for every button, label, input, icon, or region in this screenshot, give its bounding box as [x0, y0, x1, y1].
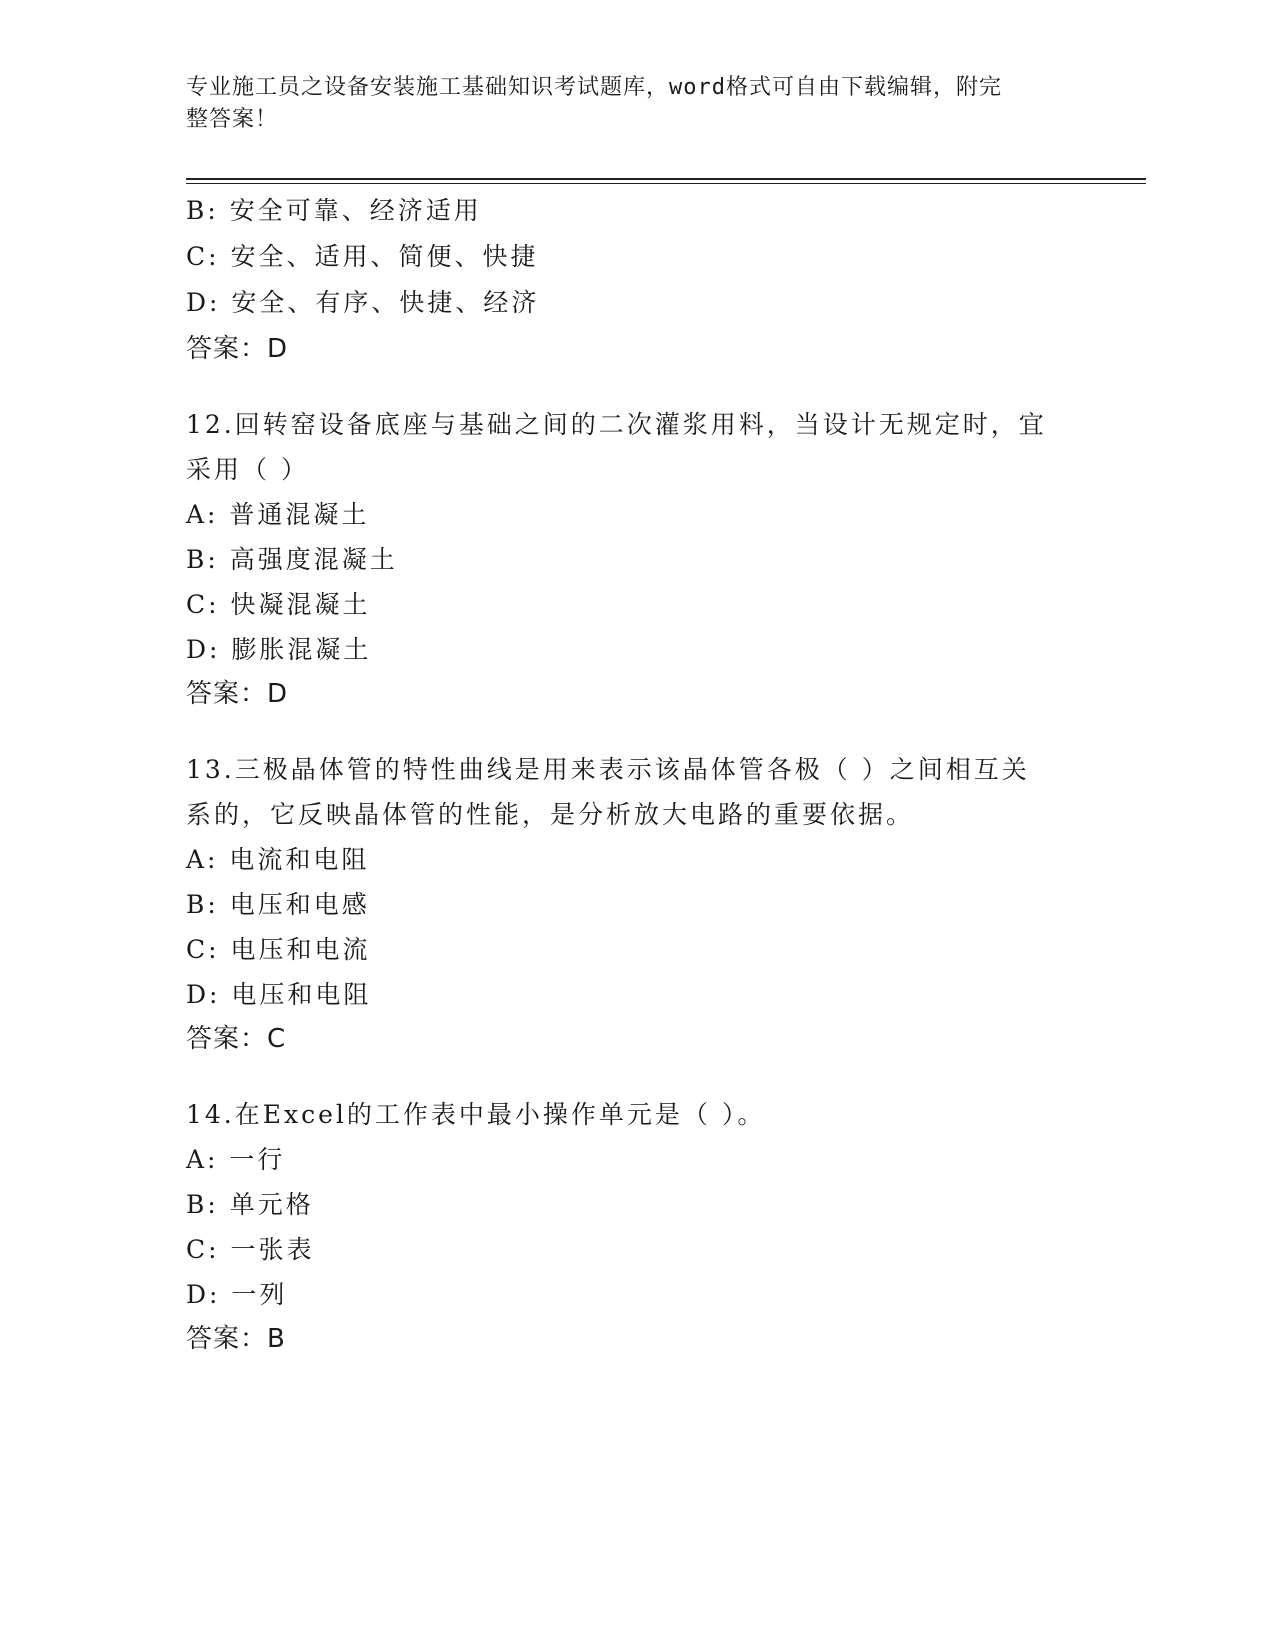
- header-line-1: 专业施工员之设备安装施工基础知识考试题库，word格式可自由下载编辑，附完: [186, 75, 1002, 100]
- answer-line: 答案：D: [186, 679, 289, 709]
- question-stem-line: 系的，它反映晶体管的性能，是分析放大电路的重要依据。: [186, 800, 915, 829]
- document-header: [186, 72, 1066, 136]
- option-b: B: 安全可靠、经济适用: [186, 196, 482, 225]
- option-c: C: 电压和电流: [186, 935, 371, 964]
- option-d: D: 膨胀混凝土: [186, 635, 372, 664]
- question-block-11: [186, 188, 1086, 372]
- option-a: A: 一行: [186, 1145, 286, 1174]
- option-d: D: 一列: [186, 1280, 288, 1309]
- header-divider-thin: [186, 183, 1146, 184]
- option-b: B: 单元格: [186, 1190, 314, 1219]
- question-stem-line: 14.在Excel的工作表中最小操作单元是（ ）。: [186, 1100, 766, 1129]
- option-a: A: 普通混凝土: [186, 500, 370, 529]
- header-line-2: 整答案！: [186, 107, 279, 132]
- option-b: B: 高强度混凝土: [186, 545, 398, 574]
- option-a: A: 电流和电阻: [186, 845, 370, 874]
- option-c: C: 一张表: [186, 1235, 315, 1264]
- question-stem-line: 13.三极晶体管的特性曲线是用来表示该晶体管各极（ ）之间相互关: [186, 755, 1030, 784]
- answer-line: 答案：C: [186, 1024, 287, 1054]
- question-stem-line: 12.回转窑设备底座与基础之间的二次灌浆用料，当设计无规定时，宜: [186, 410, 1047, 439]
- answer-line: 答案：B: [186, 1324, 286, 1354]
- option-b: B: 电压和电感: [186, 890, 370, 919]
- answer-line: 答案：D: [186, 334, 289, 364]
- option-c: C: 快凝混凝土: [186, 590, 371, 619]
- question-list: [186, 188, 1086, 1362]
- header-divider-thick: [186, 178, 1146, 180]
- option-c: C: 安全、适用、简便、快捷: [186, 242, 539, 271]
- option-d: D: 安全、有序、快捷、经济: [186, 288, 540, 317]
- option-d: D: 电压和电阻: [186, 980, 372, 1009]
- question-block-13: [186, 747, 1086, 1062]
- question-block-14: [186, 1092, 1086, 1362]
- question-block-12: [186, 402, 1086, 717]
- question-stem-line: 采用（ ）: [186, 455, 309, 484]
